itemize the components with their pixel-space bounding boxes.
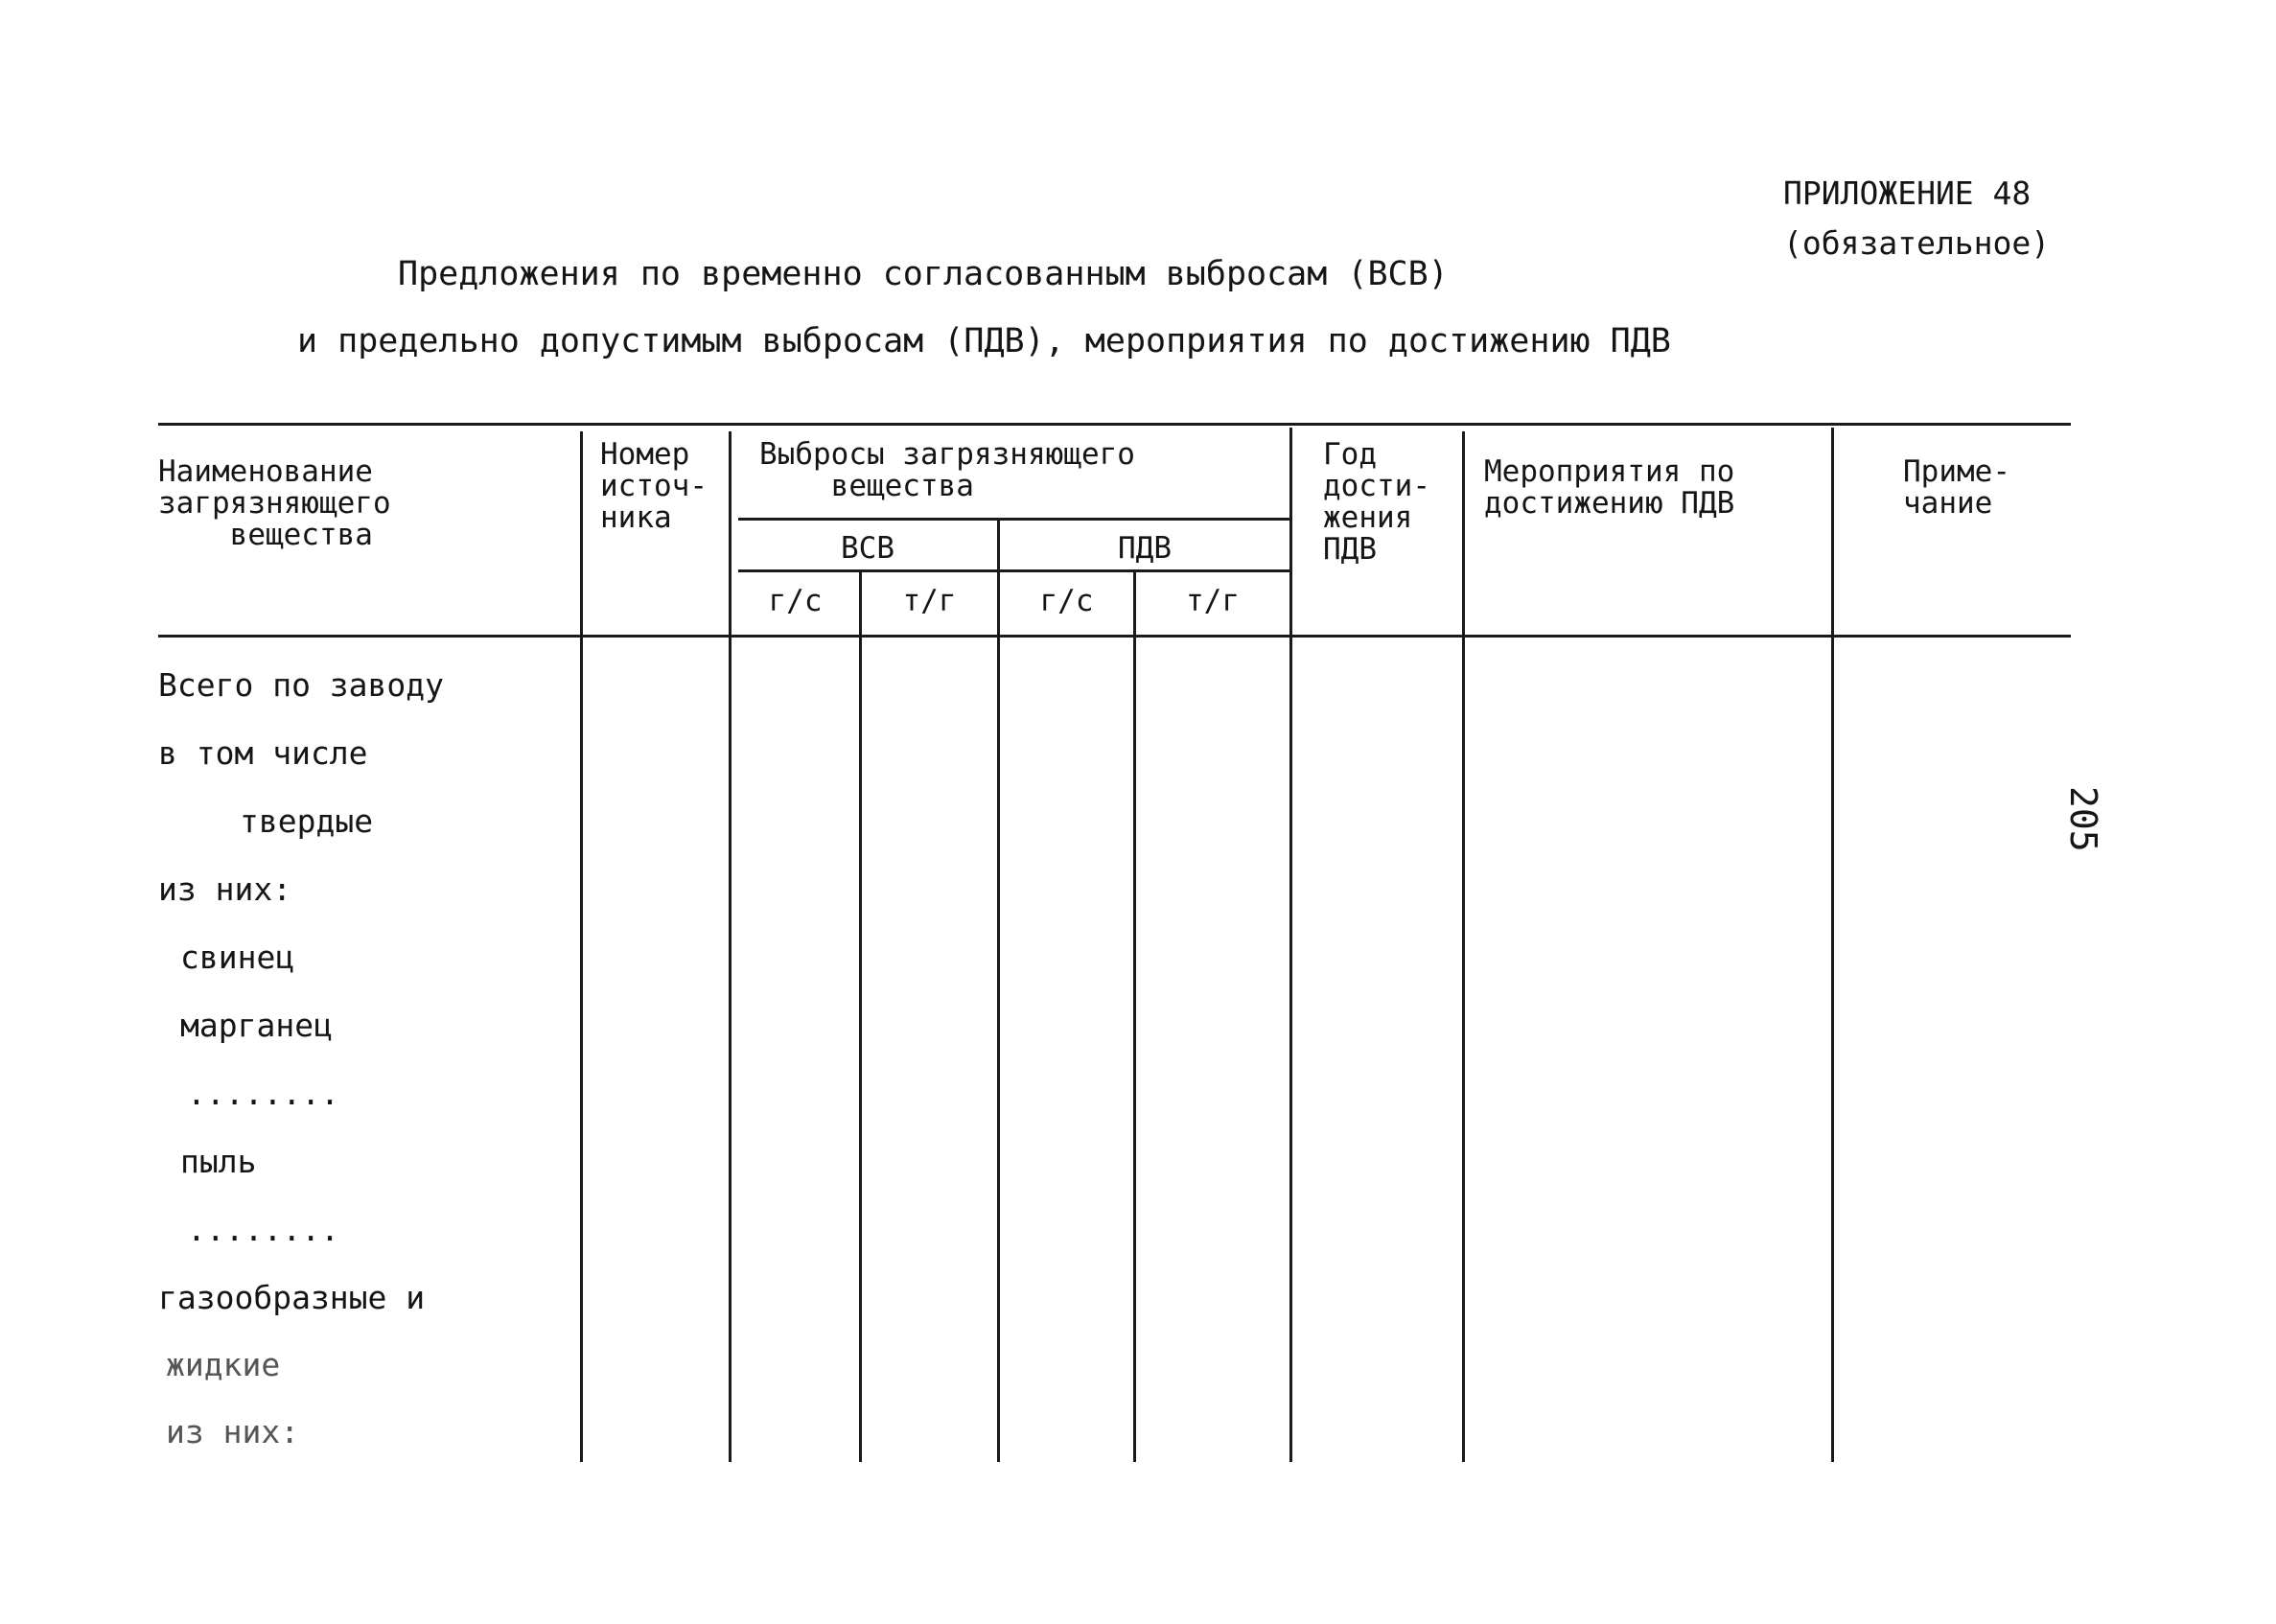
emissions-subheader-rule [738, 518, 1290, 521]
col-rule-6 [1289, 428, 1292, 1462]
row-total-plant: Всего по заводу [158, 666, 445, 704]
row-gaseous: газообразные и [158, 1279, 426, 1316]
table-top-rule [158, 423, 2071, 426]
col-rule-8 [1831, 428, 1834, 1462]
table-header-rule [158, 635, 2071, 638]
appendix-label [1783, 169, 2050, 268]
col-rule-4 [997, 521, 1000, 1462]
appendix-number: ПРИЛОЖЕНИЕ 48 [1783, 174, 2032, 212]
row-lead: свинец [180, 939, 295, 976]
document-title-line-1: Предложения по временно согласованным выбросам (ВСВ) [398, 255, 1449, 293]
header-vsv: ВСВ [841, 531, 894, 566]
header-year: Год дости- жения ПДВ [1323, 437, 1430, 567]
row-manganese: марганец [180, 1007, 333, 1044]
header-pdv: ПДВ [1118, 531, 1172, 566]
header-emissions: Выбросы загрязняющего вещества [759, 437, 1135, 503]
row-ellipsis-2: ........ [187, 1211, 339, 1248]
header-pdv-gs: г/с [1039, 584, 1094, 618]
row-of-them-gaseous: из них: [166, 1413, 300, 1450]
row-dust: пыль [180, 1143, 257, 1180]
header-measures: Мероприятия по достижению ПДВ [1484, 454, 1735, 521]
row-ellipsis-1: ........ [187, 1075, 339, 1112]
col-rule-3 [859, 571, 862, 1462]
row-including: в том числе [158, 734, 368, 772]
appendix-status: (обязательное) [1783, 224, 2051, 262]
page-number: 205 [2062, 786, 2104, 852]
row-liquid: жидкие [166, 1346, 281, 1383]
header-vsv-gs: г/с [768, 584, 823, 618]
col-rule-7 [1462, 431, 1465, 1462]
header-vsv-tg: т/г [902, 584, 957, 618]
vsv-pdv-subheader-rule [738, 569, 1290, 572]
row-solid: твердые [240, 802, 374, 840]
header-note: Приме- чание [1903, 454, 2010, 521]
col-rule-5 [1133, 571, 1136, 1462]
col-rule-1 [580, 431, 583, 1462]
row-of-them-solid: из них: [158, 870, 292, 908]
document-title-line-2: и предельно допустимым выбросам (ПДВ), мероприятия по достижению ПДВ [297, 322, 1671, 360]
header-source-number: Номер источ- ника [600, 437, 708, 535]
header-substance: Наименование загрязняющего вещества [158, 454, 391, 552]
header-pdv-tg: т/г [1186, 584, 1240, 618]
